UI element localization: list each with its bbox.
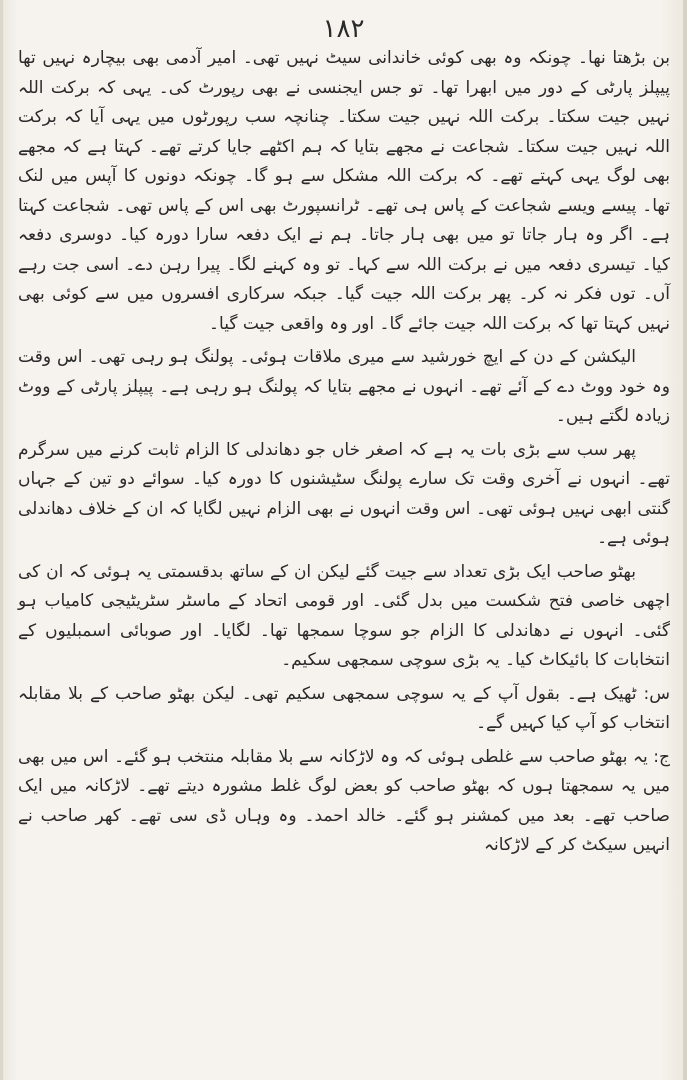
paragraph: پھر سب سے بڑی بات یہ ہے کہ اصغر خاں جو دھاندلی کا الزام ثابت کرنے میں سرگرم تھے۔ انہوں نے آخری وقت تک سارے پولنگ سٹیشنوں کا دورہ کیا۔ سوائے دو تین کے جہاں گنتی ابھی نہیں ہوئی تھی۔ اس وقت انہوں نے بھی الزام نہیں لگایا کہ ان کے خلاف دھاندلی ہوئی ہے۔	[18, 439, 670, 548]
question-paragraph: س: ٹھیک ہے۔ بقول آپ کے یہ سوچی سمجھی سکیم تھی۔ لیکن بھٹو صاحب کے بلا مقابلہ انتخاب کو آپ کیا کہیں گے۔	[18, 683, 670, 733]
paragraph: الیکشن کے دن کے ایچ خورشید سے میری ملاقات ہوئی۔ پولنگ ہو رہی تھی۔ اس وقت وہ خود ووٹ دے کے آئے تھے۔ انہوں نے مجھے بتایا کہ پولنگ ہو رہی ہے۔ پیپلز پارٹی کے ووٹ زیادہ لگتے ہیں۔	[18, 347, 670, 426]
paragraph: بھٹو صاحب ایک بڑی تعداد سے جیت گئے لیکن ان کے ساتھ بدقسمتی یہ ہوئی کہ ان کی اچھی خاصی فتح شکست میں بدل گئی۔ اور قومی اتحاد کے ماسٹر سٹریٹیجی کامیاب ہو گئی۔ انہوں نے دھاندلی کا الزام جو سوچا سمجھا تھا۔ لگایا۔ اور صوبائی اسمبلیوں کے انتخابات کا بائیکاٹ کیا۔ یہ بڑی سوچی سمجھی سکیم۔	[18, 561, 670, 670]
page-right-edge	[683, 0, 687, 1080]
paragraph: بن بڑھتا نھا۔ چونکہ وہ بھی کوئی خاندانی سیٹ نہیں تھی۔ امیر آدمی بھی بیچارہ نہیں تھا پیپلز پارٹی کے دور میں ابھرا تھا۔ تو جس ایجنسی نے بھی رپورٹ کی۔ یہی کہ برکت اللہ نہیں جیت سکتا۔ برکت اللہ نہیں جیت سکتا۔ چنانچہ سب رپورٹوں میں یہی آیا کہ برکت اللہ نہیں جیت سکتا۔ شجاعت نے مجھے بتایا کہ ہم اکٹھے جایا کرتے تھے۔ کہتا ہے کہ مجھے بھی لوگ یہی کہتے تھے۔ کہ برکت اللہ مشکل سے ہو گا۔ چونکہ دونوں کا آپس میں لنک تھا۔ پیسے ویسے شجاعت کے پاس ہی تھے۔ ٹرانسپورٹ بھی اس کے پاس تھی۔ شجاعت کہتا ہے۔ اگر وہ ہار جاتا تو میں بھی ہار جاتا۔ ہم نے ایک دفعہ سارا دورہ کیا۔ دوسری دفعہ کیا۔ تیسری دفعہ میں نے برکت اللہ سے کہا۔ تو وہ کہنے لگا۔ پیرا رہن دے۔ اسی جت رہے آں۔ توں فکر نہ کر۔ پھر برکت اللہ جیت گیا۔ جبکہ سرکاری افسروں میں سے کوئی بھی نہیں کہتا تھا کہ برکت اللہ جیت جائے گا۔ اور وہ واقعی جیت گیا۔	[18, 48, 670, 334]
page-body-text	[18, 44, 670, 865]
page-left-edge	[0, 0, 3, 1080]
answer-paragraph: ج: یہ بھٹو صاحب سے غلطی ہوئی کہ وہ لاڑکانہ سے بلا مقابلہ منتخب ہو گئے۔ اس میں بھی میں یہ سمجھتا ہوں کہ بھٹو صاحب کو بعض لوگ غلط مشورہ دیتے تھے۔ لاڑکانہ میں ایک صاحب تھے۔ بعد میں کمشنر ہو گئے۔ خالد احمد۔ وہ وہاں ڈی سی تھے۔ کھر صاحب نے انہیں سیکٹ کر کے لاڑکانہ	[18, 746, 670, 855]
page-number: ۱۸۲	[322, 14, 365, 44]
